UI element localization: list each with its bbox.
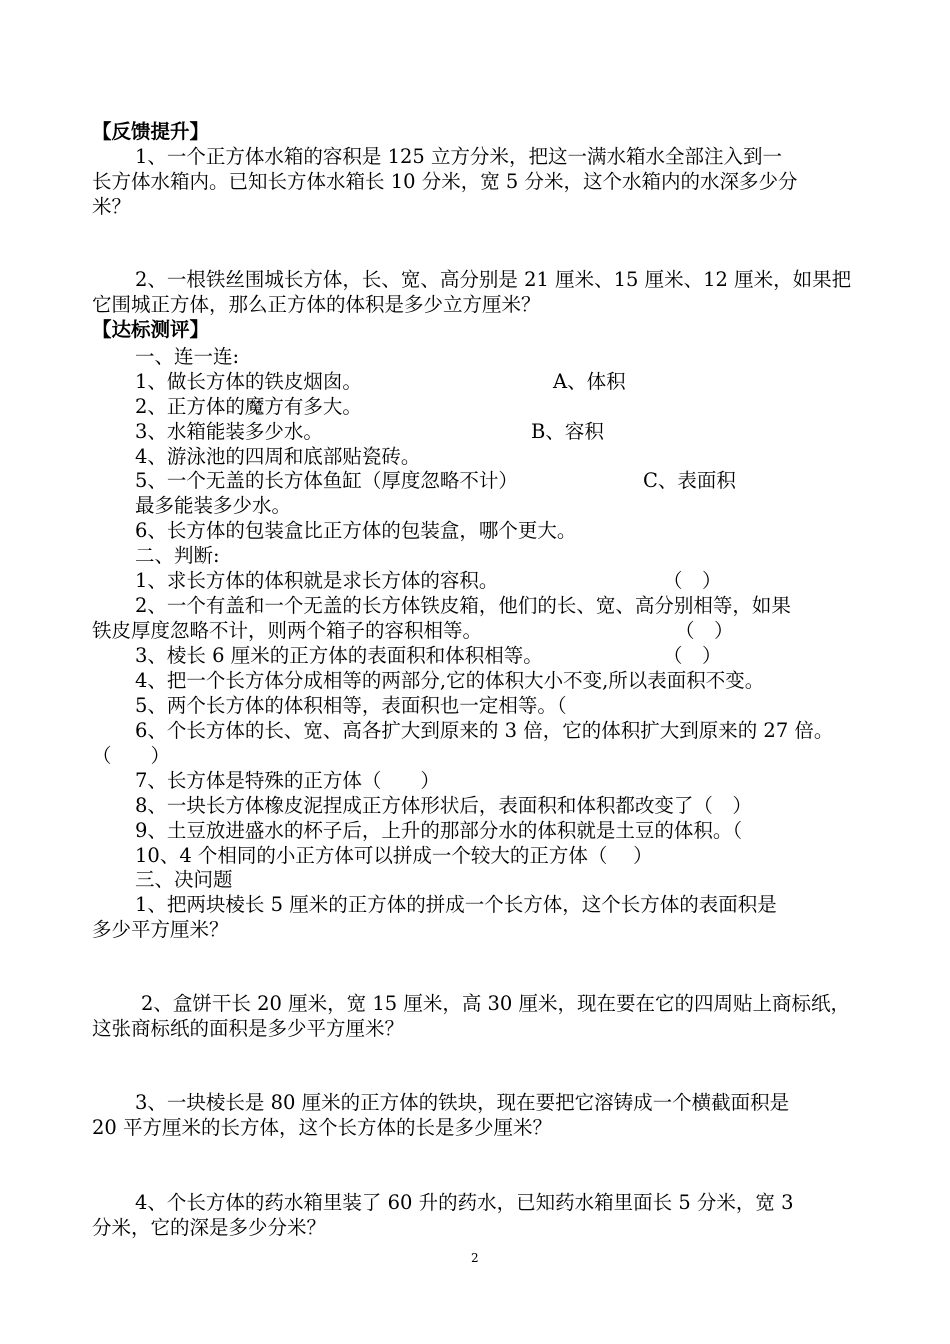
solve-q4-line2: 分米，它的深是多少分米？ [92, 1216, 327, 1239]
solve-q3-line1: 3、一块棱长是 80 厘米的正方体的铁块，现在要把它溶铸成一个横截面积是 [135, 1091, 790, 1114]
solve-q1-line2: 多少平方厘米？ [92, 918, 229, 941]
judge-title: 二、判断: [135, 544, 220, 567]
match-item: 5、一个无盖的长方体鱼缸（厚度忽略不计） [135, 469, 518, 492]
feedback-q2-line1: 2、一根铁丝围城长方体，长、宽、高分别是 21 厘米、15 厘米、12 厘米，如果把 [135, 268, 852, 291]
judge-item: 5、两个长方体的体积相等，表面积也一定相等。（ [135, 694, 567, 717]
judge-item: 2、一个有盖和一个无盖的长方体铁皮箱，他们的长、宽、高分别相等，如果 [135, 594, 791, 617]
judge-item: 3、棱长 6 厘米的正方体的表面积和体积相等。 [135, 644, 543, 667]
solve-q4-line1: 4、个长方体的药水箱里装了 60 升的药水，已知药水箱里面长 5 分米，宽 3 [135, 1191, 794, 1214]
match-option-a: A、体积 [553, 370, 626, 393]
solve-title: 三、决问题 [135, 868, 233, 891]
feedback-q1-line2: 长方体水箱内。已知长方体水箱长 10 分米，宽 5 分米，这个水箱内的水深多少分 [92, 170, 798, 193]
judge-item: 10、4 个相同的小正方体可以拼成一个较大的正方体（ ） [135, 844, 653, 867]
solve-q2-line1: 2、盒饼干长 20 厘米，宽 15 厘米，高 30 厘米，现在要在它的四周贴上商标纸， [141, 992, 851, 1015]
judge-answer-bracket: （ ） [675, 619, 734, 642]
feedback-q1-line3: 米？ [92, 195, 132, 218]
judge-answer-bracket: （ ） [663, 569, 722, 592]
match-item: 4、游泳池的四周和底部贴瓷砖。 [135, 445, 421, 468]
judge-item: 9、土豆放进盛水的杯子后，上升的那部分水的体积就是土豆的体积。（ [135, 819, 743, 842]
section-heading-test: 【达标测评】 [92, 318, 210, 341]
match-title: 一、连一连: [135, 345, 240, 368]
judge-item: 8、一块长方体橡皮泥捏成正方体形状后，表面积和体积都改变了（ ） [135, 794, 752, 817]
section-heading-feedback: 【反馈提升】 [92, 120, 210, 143]
match-option-c: C、表面积 [643, 469, 736, 492]
match-option-b: B、容积 [531, 420, 604, 443]
judge-item: 4、把一个长方体分成相等的两部分,它的体积大小不变,所以表面积不变。 [135, 669, 765, 692]
match-item: 1、做长方体的铁皮烟囱。 [135, 370, 362, 393]
feedback-q1-line1: 1、一个正方体水箱的容积是 125 立方分米，把这一满水箱水全部注入到一 [135, 145, 783, 168]
match-item: 3、水箱能装多少水。 [135, 420, 323, 443]
judge-item-continuation: 铁皮厚度忽略不计，则两个箱子的容积相等。 [92, 619, 483, 642]
match-item: 2、正方体的魔方有多大。 [135, 395, 362, 418]
solve-q3-line2: 20 平方厘米的长方体，这个长方体的长是多少厘米？ [92, 1116, 553, 1139]
judge-item: 7、长方体是特殊的正方体（ ） [135, 769, 440, 792]
judge-answer-bracket: （ ） [663, 644, 722, 667]
page-number: 2 [471, 1251, 479, 1265]
feedback-q2-line2: 它围城正方体，那么正方体的体积是多少立方厘米？ [92, 293, 541, 316]
judge-item: 1、求长方体的体积就是求长方体的容积。 [135, 569, 499, 592]
solve-q2-line2: 这张商标纸的面积是多少平方厘米？ [92, 1017, 405, 1040]
match-item: 6、长方体的包装盒比正方体的包装盒，哪个更大。 [135, 519, 577, 542]
judge-item-continuation: （ ） [92, 744, 171, 767]
judge-item: 6、个长方体的长、宽、高各扩大到原来的 3 倍，它的体积扩大到原来的 27 倍。 [135, 719, 834, 742]
match-item-continuation: 最多能装多少水。 [135, 494, 292, 517]
solve-q1-line1: 1、把两块棱长 5 厘米的正方体的拼成一个长方体，这个长方体的表面积是 [135, 893, 777, 916]
